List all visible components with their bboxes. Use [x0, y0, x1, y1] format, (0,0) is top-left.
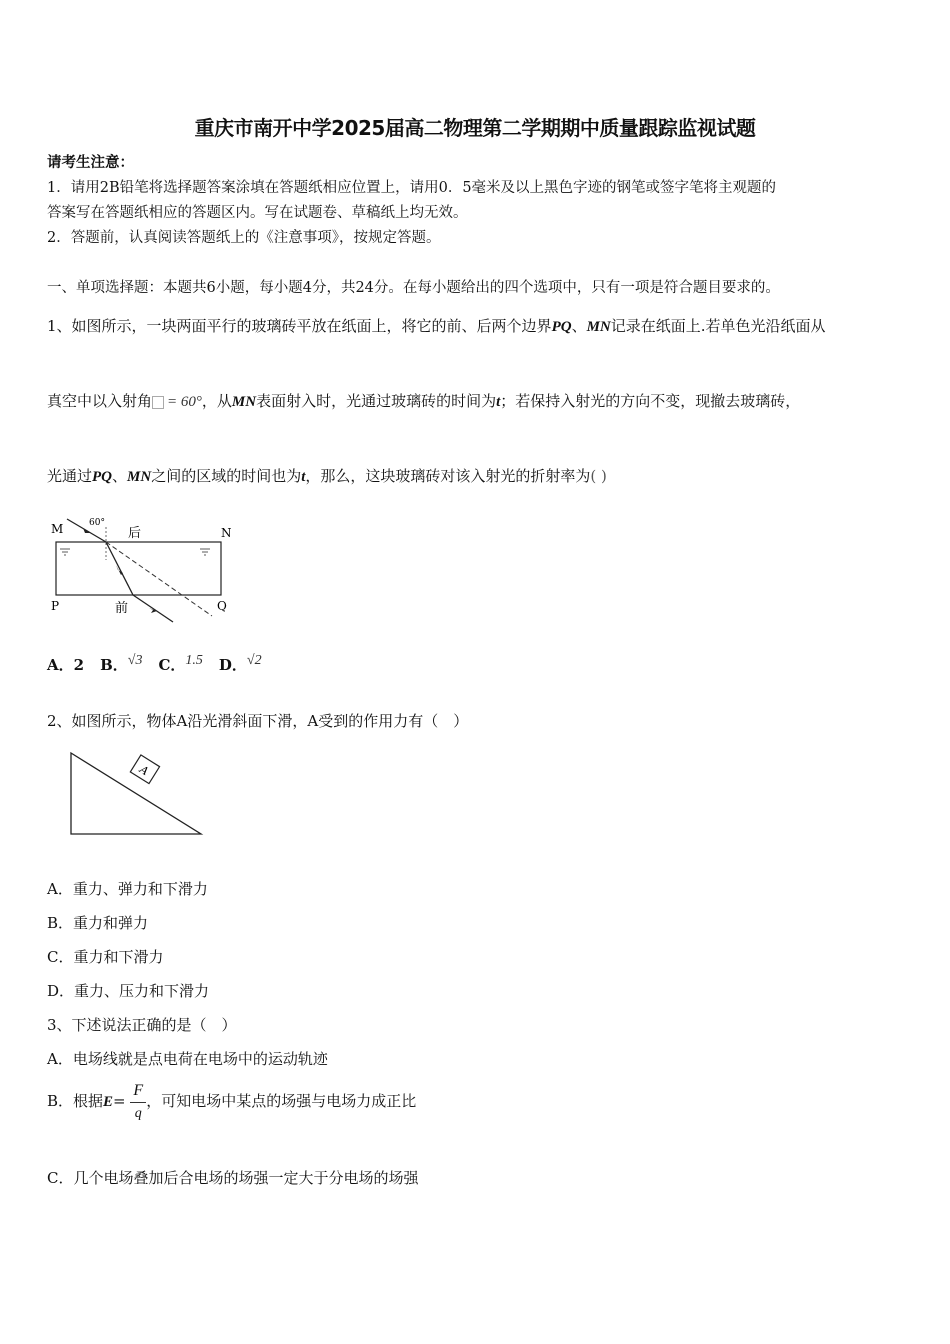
notice-line-3: 2．答题前，认真阅读答题纸上的《注意事项》，按规定答题。 [47, 230, 441, 246]
q1-options [47, 654, 262, 675]
section-heading: 一、单项选择题：本题共6小题，每小题4分，共24分。在每小题给出的四个选项中，只有一项是符合题目要求的。 [47, 280, 780, 296]
label-m: M [51, 522, 64, 536]
fraction-f-over-q: $\frac{F}{q}$ [130, 1083, 146, 1121]
label-q: Q [217, 599, 227, 613]
svg-text:A: A [137, 762, 151, 779]
incidence-angle-formula: = 60° [152, 394, 202, 410]
incline-figure [65, 748, 210, 840]
label-n: N [221, 526, 232, 540]
label-front: 前 [115, 601, 129, 616]
surface-hatch-right [200, 549, 210, 555]
block-a [130, 755, 159, 784]
q1-option-c[interactable]: C．1.5 [158, 653, 203, 674]
q3-option-b[interactable]: B．根据E= $\frac{F}{q}$ ，可知电场中某点的场强与电场力成正比 [47, 1082, 417, 1121]
page-title: 重庆市南开中学2025届高二物理第二学期期中质量跟踪监视试题 [194, 116, 756, 140]
label-p: P [51, 599, 60, 613]
label-back: 后 [128, 526, 142, 541]
glass-brick-outline [56, 542, 221, 595]
q1-option-d[interactable]: D．√2 [218, 653, 262, 674]
q3-option-a[interactable]: A．电场线就是点电荷在电场中的运动轨迹 [47, 1050, 328, 1068]
refracted-arrow [116, 565, 123, 575]
q1-option-a[interactable]: A．2 [47, 656, 85, 674]
q1-stem-line-3: 光通过PQ、MN之间的区域的时间也为t，那么，这块玻璃砖对该入射光的折射率为( ) [47, 467, 607, 485]
q1-stem-line-1: 1、如图所示，一块两面平行的玻璃砖平放在纸面上，将它的前、后两个边界PQ、MN记录在纸面上.若单色光沿纸面从 [47, 317, 826, 335]
label-angle: 60° [89, 518, 105, 528]
q1-option-b[interactable]: B．√3 [100, 653, 143, 674]
q3-option-c[interactable]: C．几个电场叠加后合电场的场强一定大于分电场的场强 [47, 1169, 419, 1187]
q2-option-a[interactable]: A．重力、弹力和下滑力 [47, 880, 208, 898]
q1-stem-line-2: 真空中以入射角 = 60°，从MN表面射入时，光通过玻璃砖的时间为t；若保持入射光的方向不变，现撤去玻璃砖， [47, 392, 801, 410]
notice-heading: 请考生注意： [47, 154, 134, 171]
notice-line-1: 1．请用2B铅笔将选择题答案涂填在答题纸相应位置上，请用0．5毫米及以上黑色字迹的钢笔或签字笔将主观题的 [47, 180, 777, 196]
surface-hatch-left [60, 549, 70, 555]
q2-stem: 2、如图所示，物体A沿光滑斜面下滑，A受到的作用力有（ ） [47, 712, 469, 730]
exit-ray [133, 595, 173, 622]
q2-option-c[interactable]: C．重力和下滑力 [47, 948, 164, 966]
q2-option-b[interactable]: B．重力和弹力 [47, 914, 149, 932]
glass-brick-figure [45, 512, 245, 630]
q3-stem: 3、下述说法正确的是（ ） [47, 1016, 237, 1034]
notice-line-2: 答案写在答题纸相应的答题区内。写在试题卷、草稿纸上均无效。 [47, 205, 468, 221]
q2-option-d[interactable]: D．重力、压力和下滑力 [47, 982, 210, 1000]
refracted-ray [106, 542, 133, 595]
